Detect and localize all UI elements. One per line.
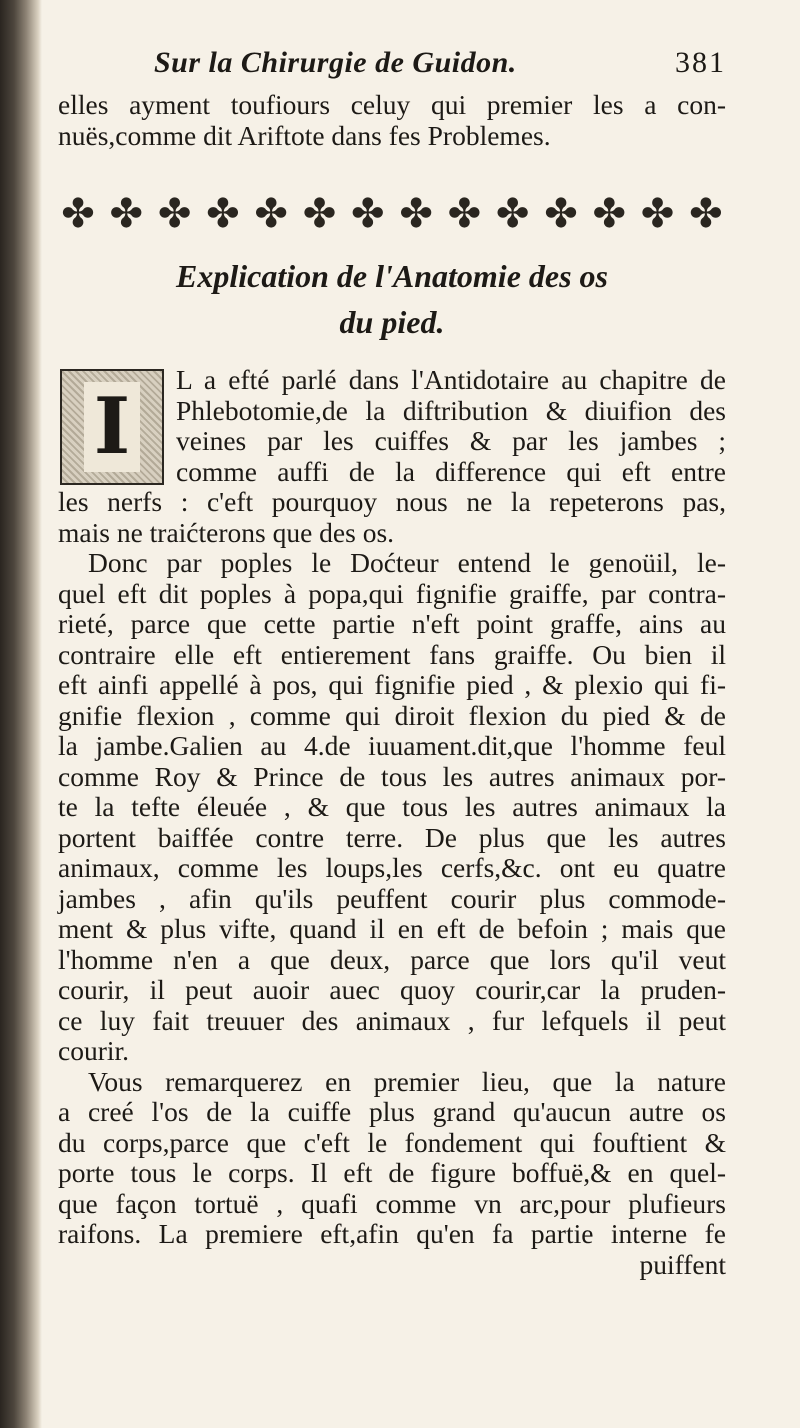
text-line: portent baiffée contre terre. De plus que les autres bbox=[58, 821, 726, 853]
fleuron-icon: ✤ bbox=[689, 191, 723, 236]
ornament-band bbox=[58, 191, 726, 237]
page-header bbox=[58, 48, 726, 90]
text-line: jambes , afin qu'ils peuffent courir plus commode- bbox=[58, 882, 726, 914]
fleuron-icon: ✤ bbox=[495, 191, 530, 236]
section-title bbox=[58, 253, 726, 345]
book-page bbox=[58, 48, 726, 1280]
text-line: L a efté parlé dans l'Antidotaire au chapitre de bbox=[176, 364, 726, 395]
text-line: courir, il peut auoir auec quoy courir,car la pruden- bbox=[58, 974, 726, 1005]
text-line: ment & plus vifte, quand il en eft de befoin ; mais que bbox=[58, 913, 726, 944]
fleuron-icon: ✤ bbox=[254, 191, 288, 236]
text-line: quel eft dit poples à popa,qui fignifie graiffe, par contra- bbox=[58, 577, 726, 609]
drop-cap bbox=[60, 369, 164, 485]
section-title-line: Explication de l'Anatomie des os bbox=[175, 258, 608, 294]
fleuron-icon: ✤ bbox=[399, 191, 433, 236]
text-line: te la tefte éleuée , & que tous les autres animaux la bbox=[58, 791, 726, 822]
text-line: du corps,parce que c'eft le fondement qui fouftient & bbox=[58, 1126, 726, 1158]
paragraph-1 bbox=[58, 365, 726, 548]
text-line: a creé l'os de la cuiffe plus grand qu'aucun autre os bbox=[58, 1096, 726, 1127]
fleuron-icon: ✤ bbox=[351, 191, 385, 236]
text-line: l'homme n'en a que deux, parce que lors qu'il veut bbox=[58, 943, 726, 975]
text-line: contraire elle eft entierement fans graiffe. Ou bien il bbox=[58, 638, 726, 670]
fleuron-icon: ✤ bbox=[302, 191, 337, 236]
text-line: rieté, parce que cette partie n'eft point graffe, ains au bbox=[58, 608, 726, 639]
text-line: courir. bbox=[58, 1035, 130, 1066]
text-line: ce luy fait treuuer des animaux , fur lefquels il peut bbox=[58, 1004, 726, 1036]
fleuron-icon: ✤ bbox=[206, 191, 240, 236]
book-spine-shadow bbox=[0, 0, 42, 1428]
text-line: comme Roy & Prince de tous les autres animaux por- bbox=[58, 760, 726, 792]
text-line: raifons. La premiere eft,afin qu'en fa partie interne fe bbox=[58, 1218, 726, 1249]
text-line: gnifie flexion , comme qui diroit flexion du pied & de bbox=[58, 699, 726, 731]
fleuron-icon: ✤ bbox=[157, 191, 192, 236]
catchword: puiffent bbox=[639, 1248, 726, 1280]
text-line: animaux, comme les loups,les cerfs,&c. ont eu quatre bbox=[58, 852, 726, 883]
paragraph-3 bbox=[58, 1067, 726, 1281]
text-line: porte tous le corps. Il eft de figure boffuë,& en quel- bbox=[58, 1157, 726, 1188]
text-line: Phlebotomie,de la diftribution & diuifion des bbox=[176, 394, 726, 426]
fleuron-icon: ✤ bbox=[544, 191, 578, 236]
drop-cap-letter: I bbox=[84, 382, 141, 472]
running-title: Sur la Chirurgie de Guidon. bbox=[154, 46, 517, 79]
text-line: les nerfs : c'eft pourquoy nous ne la repeterons pas, bbox=[58, 486, 726, 517]
text-line: veines par les cuiffes & par les jambes ; bbox=[176, 425, 726, 456]
fleuron-icon: ✤ bbox=[61, 191, 95, 236]
fleuron-icon: ✤ bbox=[109, 191, 144, 236]
text-line: la jambe.Galien au 4.de iuuament.dit,que l'homme feul bbox=[58, 730, 726, 761]
text-line: elles ayment toufiours celuy qui premier les a con- bbox=[58, 89, 726, 120]
text-line: mais ne traićterons que des os. bbox=[58, 516, 395, 548]
text-line: Donc par poples le Doćteur entend le genoüil, le- bbox=[88, 547, 726, 578]
page-number: 381 bbox=[675, 46, 726, 79]
intro-text bbox=[58, 90, 726, 151]
text-line: eft ainfi appellé à pos, qui fignifie pied , & plexio qui fi- bbox=[58, 669, 726, 700]
paragraph-2 bbox=[58, 548, 726, 1067]
fleuron-icon: ✤ bbox=[592, 191, 627, 236]
text-line: que façon tortuë , quafi comme vn arc,pour plufieurs bbox=[58, 1187, 726, 1219]
text-line: Vous remarquerez en premier lieu, que la nature bbox=[88, 1065, 726, 1097]
section-title-line: du pied. bbox=[339, 304, 445, 340]
fleuron-icon: ✤ bbox=[640, 191, 675, 236]
fleuron-icon: ✤ bbox=[447, 191, 482, 236]
text-line: nuës,comme dit Ariftote dans fes Problemes. bbox=[58, 119, 551, 151]
text-line: comme auffi de la difference qui eft entre bbox=[176, 455, 726, 487]
